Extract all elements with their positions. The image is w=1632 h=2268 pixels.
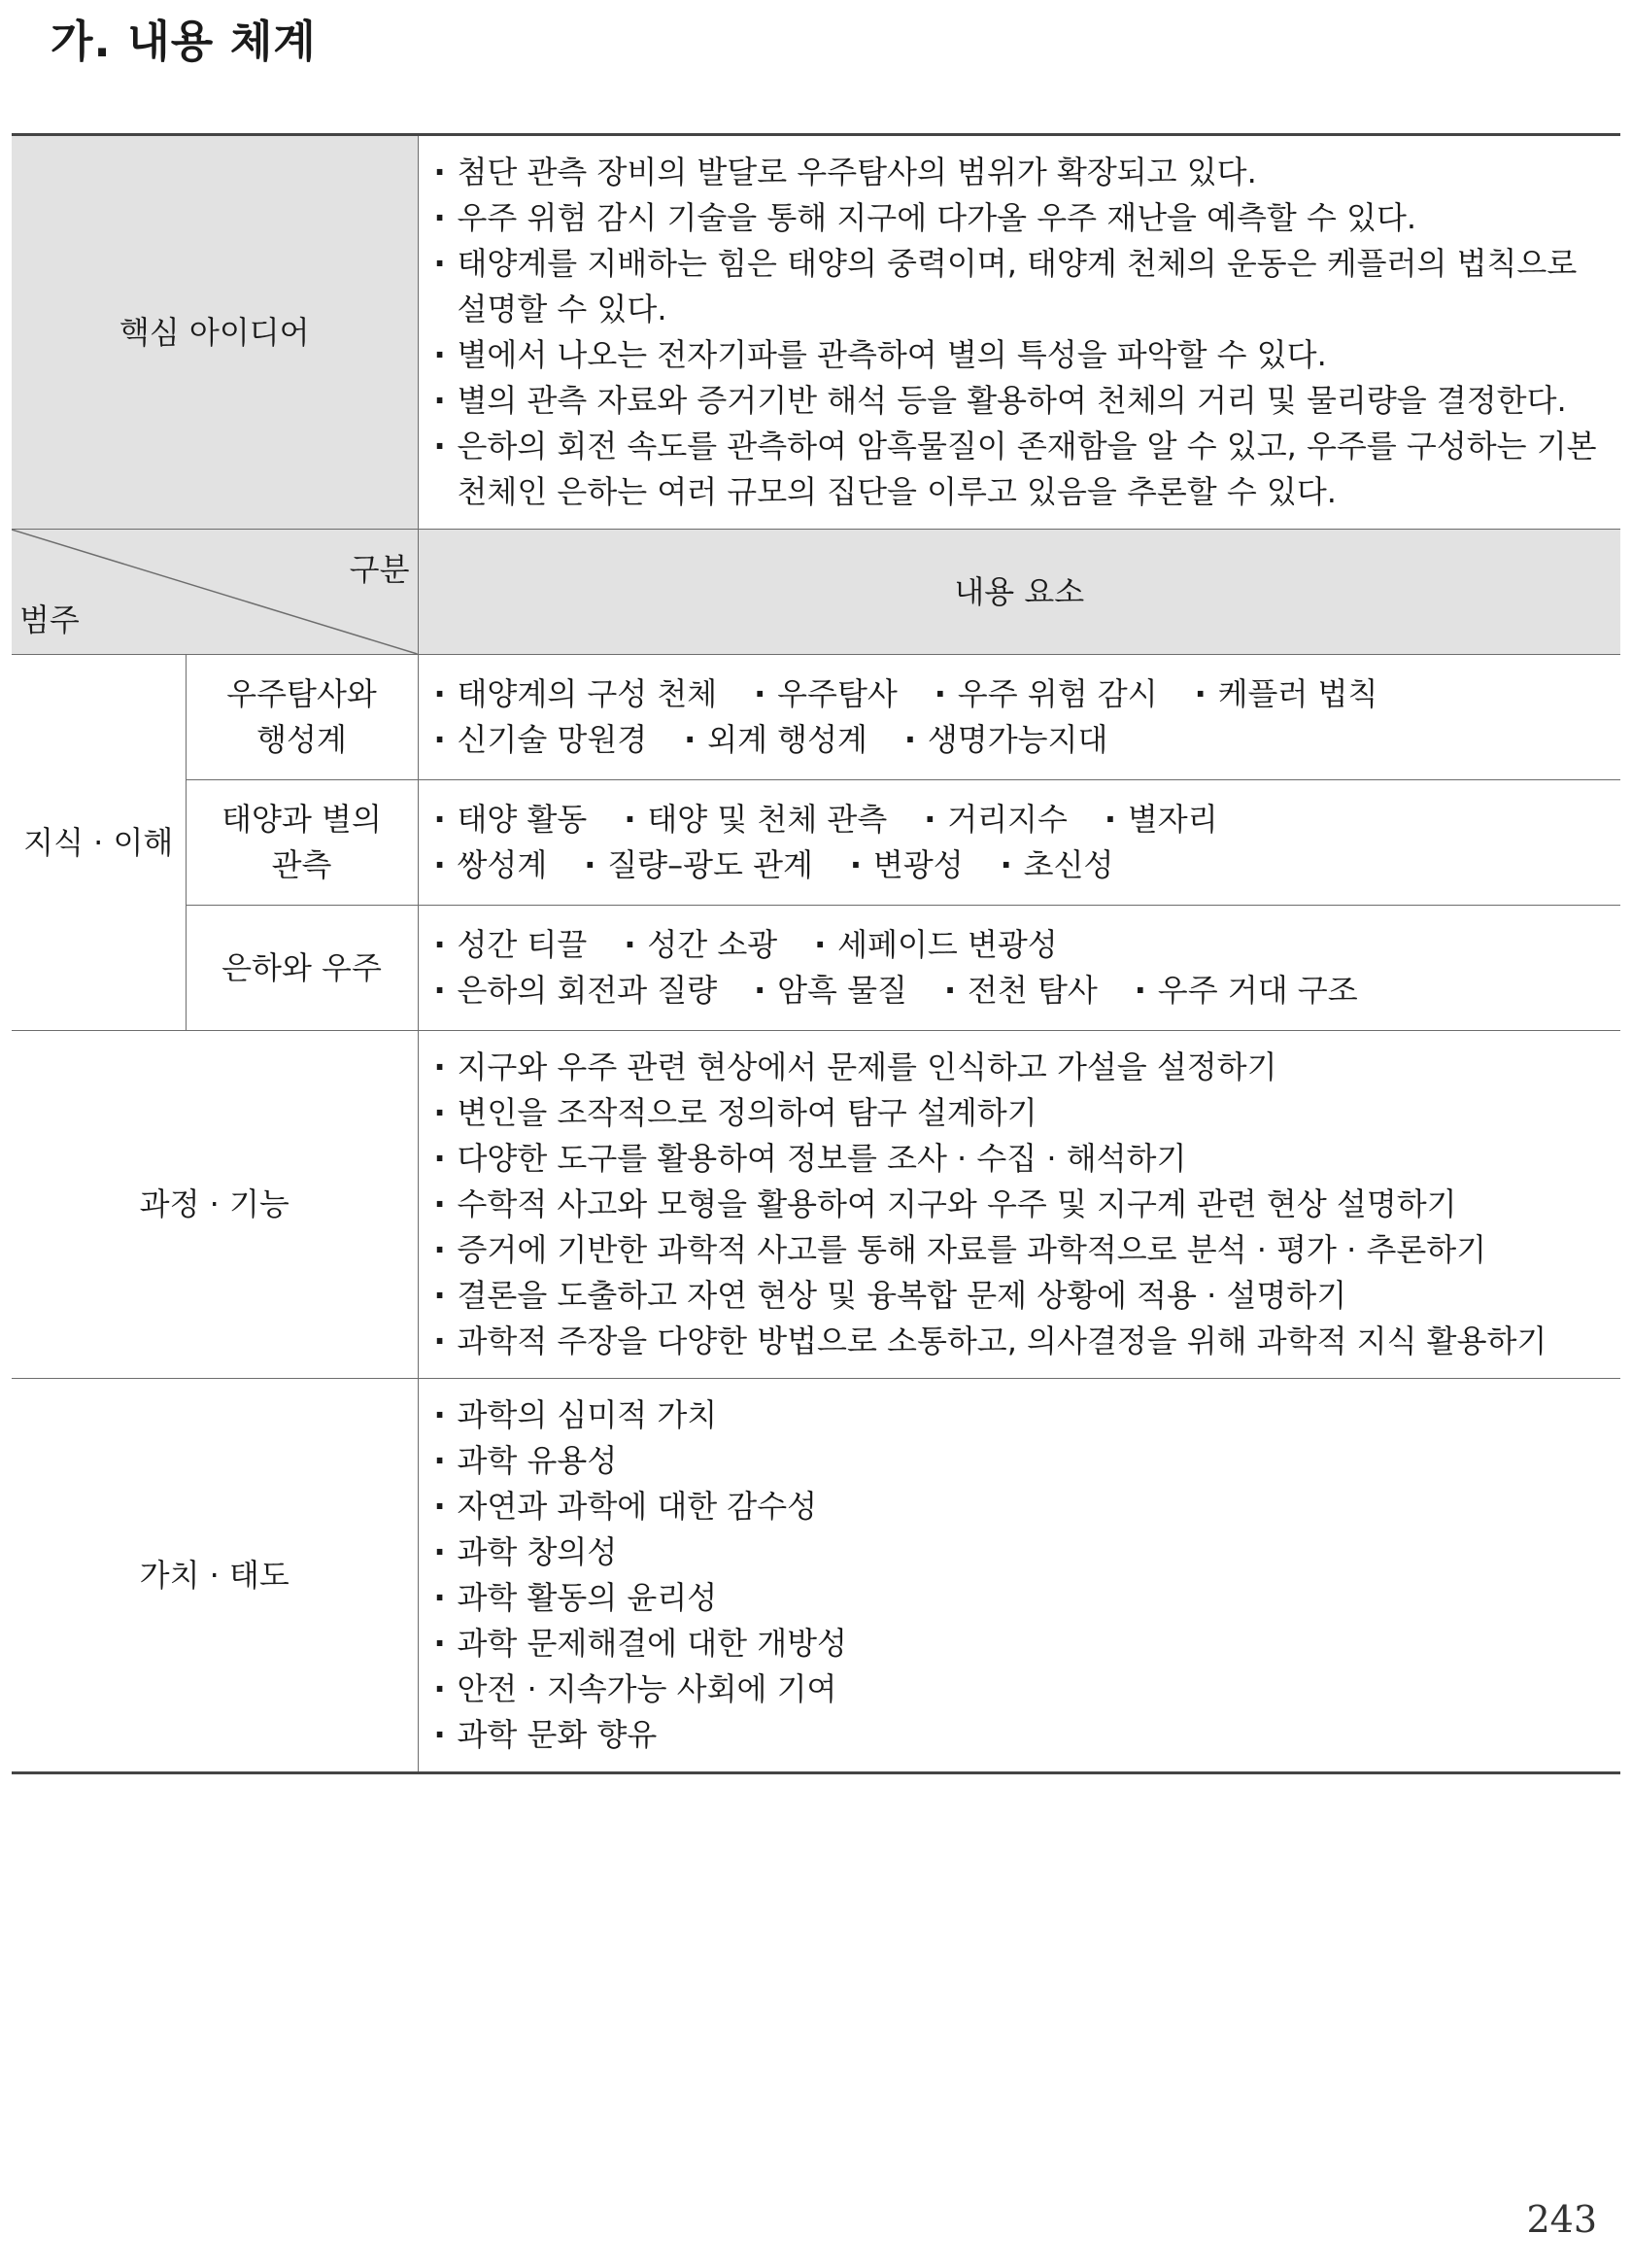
knowledge-row-2 <box>12 780 1620 906</box>
values-item: · 과학 문제해결에 대한 개방성 <box>430 1621 1614 1667</box>
process-elements <box>418 1031 1620 1379</box>
content-system-table <box>12 133 1620 1774</box>
subcategory-line: 행성계 <box>256 721 347 758</box>
core-idea-item: · 첨단 관측 장비의 발달로 우주탐사의 범위가 확장되고 있다. <box>430 150 1614 195</box>
values-category-label: 가치 · 태도 <box>12 1379 418 1773</box>
values-item: · 과학의 심미적 가치 <box>430 1392 1614 1438</box>
content-element: · 암흑 물질 <box>750 968 907 1014</box>
content-element: · 태양계의 구성 천체 <box>430 671 718 717</box>
page-title: 가. 내용 체계 <box>51 16 317 67</box>
knowledge-elements <box>418 655 1620 780</box>
values-item: · 과학 문화 향유 <box>430 1712 1614 1758</box>
core-idea-item: · 우주 위험 감시 기술을 통해 지구에 다가올 우주 재난을 예측할 수 있다. <box>430 195 1614 241</box>
core-idea-item: · 별의 관측 자료와 증거기반 해석 등을 활용하여 천체의 거리 및 물리량을 결정한다. <box>430 378 1614 424</box>
process-item: · 수학적 사고와 모형을 활용하여 지구와 우주 및 지구계 관련 현상 설명하기 <box>430 1182 1614 1227</box>
content-element: · 외계 행성계 <box>680 717 867 763</box>
core-idea-item: · 별에서 나오는 전자기파를 관측하여 별의 특성을 파악할 수 있다. <box>430 332 1614 378</box>
knowledge-elements <box>418 780 1620 906</box>
process-item: · 증거에 기반한 과학적 사고를 통해 자료를 과학적으로 분석 · 평가 · 추론하기 <box>430 1227 1614 1273</box>
subcategory-line: 은하와 우주 <box>221 948 382 986</box>
content-element: · 우주 위험 감시 <box>931 671 1158 717</box>
content-element: · 초신성 <box>997 842 1114 888</box>
subcategory-line: 태양과 별의 <box>221 801 382 838</box>
values-elements <box>418 1379 1620 1773</box>
content-element: · 태양 활동 <box>430 797 588 842</box>
process-row <box>12 1031 1620 1379</box>
process-category-label: 과정 · 기능 <box>12 1031 418 1379</box>
core-idea-item: · 은하의 회전 속도를 관측하여 암흑물질이 존재함을 알 수 있고, 우주를 구성하는 기본 천체인 은하는 여러 규모의 집단을 이루고 있음을 추론할 수 있다. <box>430 424 1614 515</box>
process-item: · 과학적 주장을 다양한 방법으로 소통하고, 의사결정을 위해 과학적 지식 활용하기 <box>430 1319 1614 1364</box>
values-item: · 안전 · 지속가능 사회에 기여 <box>430 1667 1614 1712</box>
content-element: · 우주 거대 구조 <box>1131 968 1358 1014</box>
content-element: · 성간 티끌 <box>430 922 588 968</box>
values-item: · 과학 창의성 <box>430 1529 1614 1575</box>
diag-header-division: 구분 <box>349 551 410 588</box>
core-idea-row <box>12 135 1620 530</box>
content-element: · 별자리 <box>1101 797 1218 842</box>
core-idea-content <box>418 135 1620 530</box>
subcategory-line: 관측 <box>271 846 332 883</box>
content-element: · 우주탐사 <box>750 671 898 717</box>
knowledge-elements <box>418 906 1620 1031</box>
content-elements-header: 내용 요소 <box>418 530 1620 655</box>
values-item: · 자연과 과학에 대한 감수성 <box>430 1484 1614 1529</box>
diagonal-header-cell <box>12 530 418 655</box>
subcategory-line: 우주탐사와 <box>226 675 377 712</box>
knowledge-category-label: 지식 · 이해 <box>12 655 186 1031</box>
content-element: · 거리지수 <box>920 797 1068 842</box>
diag-header-category: 범주 <box>19 601 80 638</box>
core-idea-label: 핵심 아이디어 <box>12 135 418 530</box>
process-item: · 다양한 도구를 활용하여 정보를 조사 · 수집 · 해석하기 <box>430 1136 1614 1182</box>
core-idea-item: · 태양계를 지배하는 힘은 태양의 중력이며, 태양계 천체의 운동은 케플러의 법칙으로 설명할 수 있다. <box>430 241 1614 332</box>
content-element: · 전천 탐사 <box>940 968 1098 1014</box>
header-row <box>12 530 1620 655</box>
knowledge-row-3 <box>12 906 1620 1031</box>
process-item: · 결론을 도출하고 자연 현상 및 융복합 문제 상황에 적용 · 설명하기 <box>430 1273 1614 1319</box>
page-number: 243 <box>1526 2198 1597 2241</box>
content-element: · 케플러 법칙 <box>1191 671 1378 717</box>
knowledge-subcategory <box>186 780 418 906</box>
process-item: · 변인을 조작적으로 정의하여 탐구 설계하기 <box>430 1090 1614 1136</box>
knowledge-row-1 <box>12 655 1620 780</box>
content-element: · 쌍성계 <box>430 842 548 888</box>
process-item: · 지구와 우주 관련 현상에서 문제를 인식하고 가설을 설정하기 <box>430 1045 1614 1090</box>
knowledge-subcategory <box>186 655 418 780</box>
content-element: · 변광성 <box>846 842 964 888</box>
values-item: · 과학 활동의 윤리성 <box>430 1575 1614 1621</box>
content-element: · 생명가능지대 <box>901 717 1107 763</box>
content-element: · 성간 소광 <box>620 922 777 968</box>
content-element: · 은하의 회전과 질량 <box>430 968 718 1014</box>
content-element: · 태양 및 천체 관측 <box>620 797 887 842</box>
content-element: · 질량–광도 관계 <box>580 842 813 888</box>
values-item: · 과학 유용성 <box>430 1438 1614 1484</box>
content-element: · 신기술 망원경 <box>430 717 648 763</box>
content-element: · 세페이드 변광성 <box>810 922 1058 968</box>
knowledge-subcategory <box>186 906 418 1031</box>
values-row <box>12 1379 1620 1773</box>
